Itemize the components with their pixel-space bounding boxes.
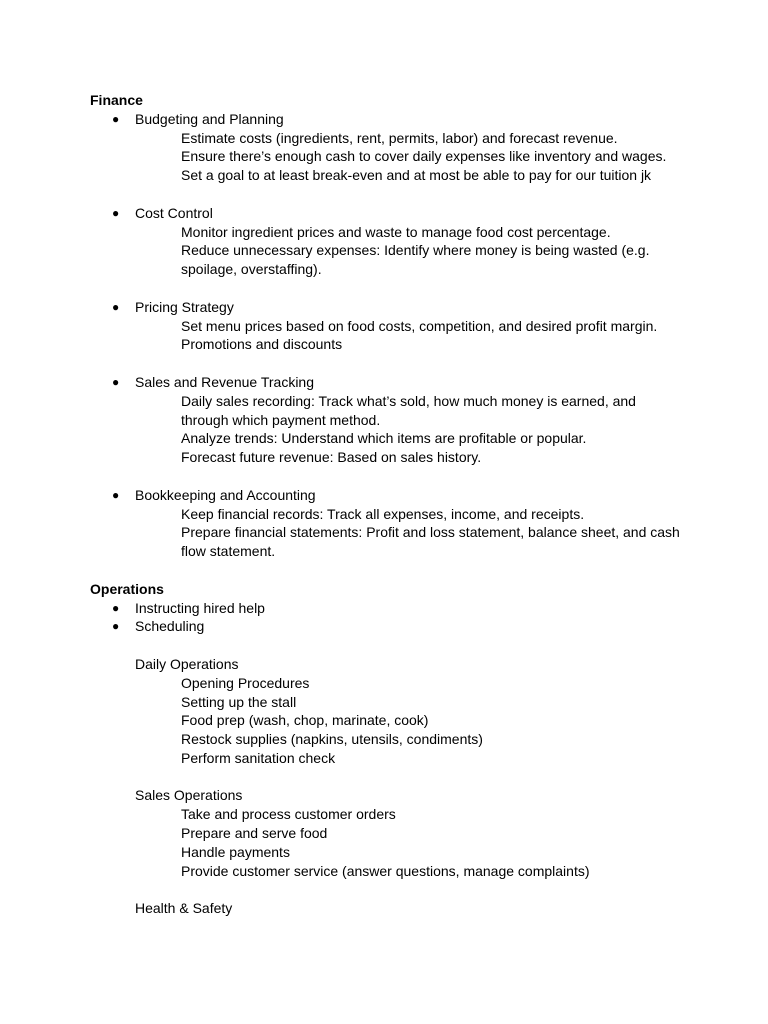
bookkeeping-line: Prepare financial statements: Profit and loss statement, balance sheet, and cash [181, 524, 680, 541]
spacer [0, 354, 768, 373]
operations-heading: Operations [90, 580, 164, 597]
bookkeeping-line: Keep financial records: Track all expenses, income, and receipts. [181, 505, 585, 522]
spacer [0, 561, 768, 580]
sales-operations-line: Take and process customer orders [181, 806, 396, 823]
sales-tracking-line: Forecast future revenue: Based on sales history. [181, 449, 482, 466]
bullet-bookkeeping [0, 486, 768, 505]
bullet-dot-icon: ● [112, 205, 120, 220]
pricing-line: Set menu prices based on food costs, competition, and desired profit margin. [181, 317, 658, 334]
spacer [0, 279, 768, 298]
daily-operations-line: Food prep (wash, chop, marinate, cook) [181, 712, 429, 729]
bullet-budgeting [0, 110, 768, 129]
spacer [0, 636, 768, 655]
bookkeeping-label: Bookkeeping and Accounting [135, 486, 316, 503]
cost-control-line: Monitor ingredient prices and waste to manage food cost percentage. [181, 223, 611, 240]
daily-operations-line: Restock supplies (napkins, utensils, condiments) [181, 731, 483, 748]
sales-tracking-line: through which payment method. [181, 411, 381, 428]
daily-operations-line: Setting up the stall [181, 693, 297, 710]
budgeting-line: Ensure there’s enough cash to cover daily expenses like inventory and wages. [181, 148, 667, 165]
budgeting-label: Budgeting and Planning [135, 110, 284, 127]
bullet-dot-icon: ● [112, 374, 120, 389]
instructing-label: Instructing hired help [135, 599, 265, 616]
sales-tracking-line: Daily sales recording: Track what’s sold, how much money is earned, and [181, 392, 636, 409]
cost-control-line: Reduce unnecessary expenses: Identify where money is being wasted (e.g. [181, 242, 650, 259]
spacer [0, 467, 768, 486]
cost-control-line: spoilage, overstaffing). [181, 261, 322, 278]
bullet-sales-tracking [0, 373, 768, 392]
bullet-dot-icon: ● [112, 111, 120, 126]
sales-operations-line: Provide customer service (answer questions, manage complaints) [181, 862, 590, 879]
document-page [0, 91, 768, 918]
cost-control-label: Cost Control [135, 204, 213, 221]
sales-operations-line: Handle payments [181, 843, 290, 860]
daily-operations-line: Opening Procedures [181, 674, 310, 691]
sales-tracking-label: Sales and Revenue Tracking [135, 373, 314, 390]
bullet-scheduling [0, 617, 768, 636]
spacer [0, 185, 768, 204]
daily-operations-line: Perform sanitation check [181, 749, 336, 766]
sales-operations-line: Prepare and serve food [181, 825, 328, 842]
spacer [0, 880, 768, 899]
bullet-instructing [0, 599, 768, 618]
daily-operations-label: Daily Operations [135, 655, 239, 672]
scheduling-label: Scheduling [135, 618, 205, 635]
pricing-line: Promotions and discounts [181, 336, 343, 353]
sales-tracking-line: Analyze trends: Understand which items are profitable or popular. [181, 430, 587, 447]
budgeting-line: Set a goal to at least break-even and at most be able to pay for our tuition jk [181, 167, 652, 184]
sales-operations-label: Sales Operations [135, 787, 243, 804]
bullet-pricing [0, 298, 768, 317]
budgeting-line: Estimate costs (ingredients, rent, permits, labor) and forecast revenue. [181, 129, 618, 146]
finance-heading: Finance [90, 92, 143, 108]
bullet-dot-icon: ● [112, 619, 120, 634]
bullet-dot-icon: ● [112, 299, 120, 314]
bullet-dot-icon: ● [112, 487, 120, 502]
spacer [0, 768, 768, 787]
health-safety-label: Health & Safety [135, 900, 233, 917]
pricing-label: Pricing Strategy [135, 298, 234, 315]
bullet-dot-icon: ● [112, 600, 120, 615]
bullet-cost-control [0, 204, 768, 223]
bookkeeping-line: flow statement. [181, 543, 276, 560]
